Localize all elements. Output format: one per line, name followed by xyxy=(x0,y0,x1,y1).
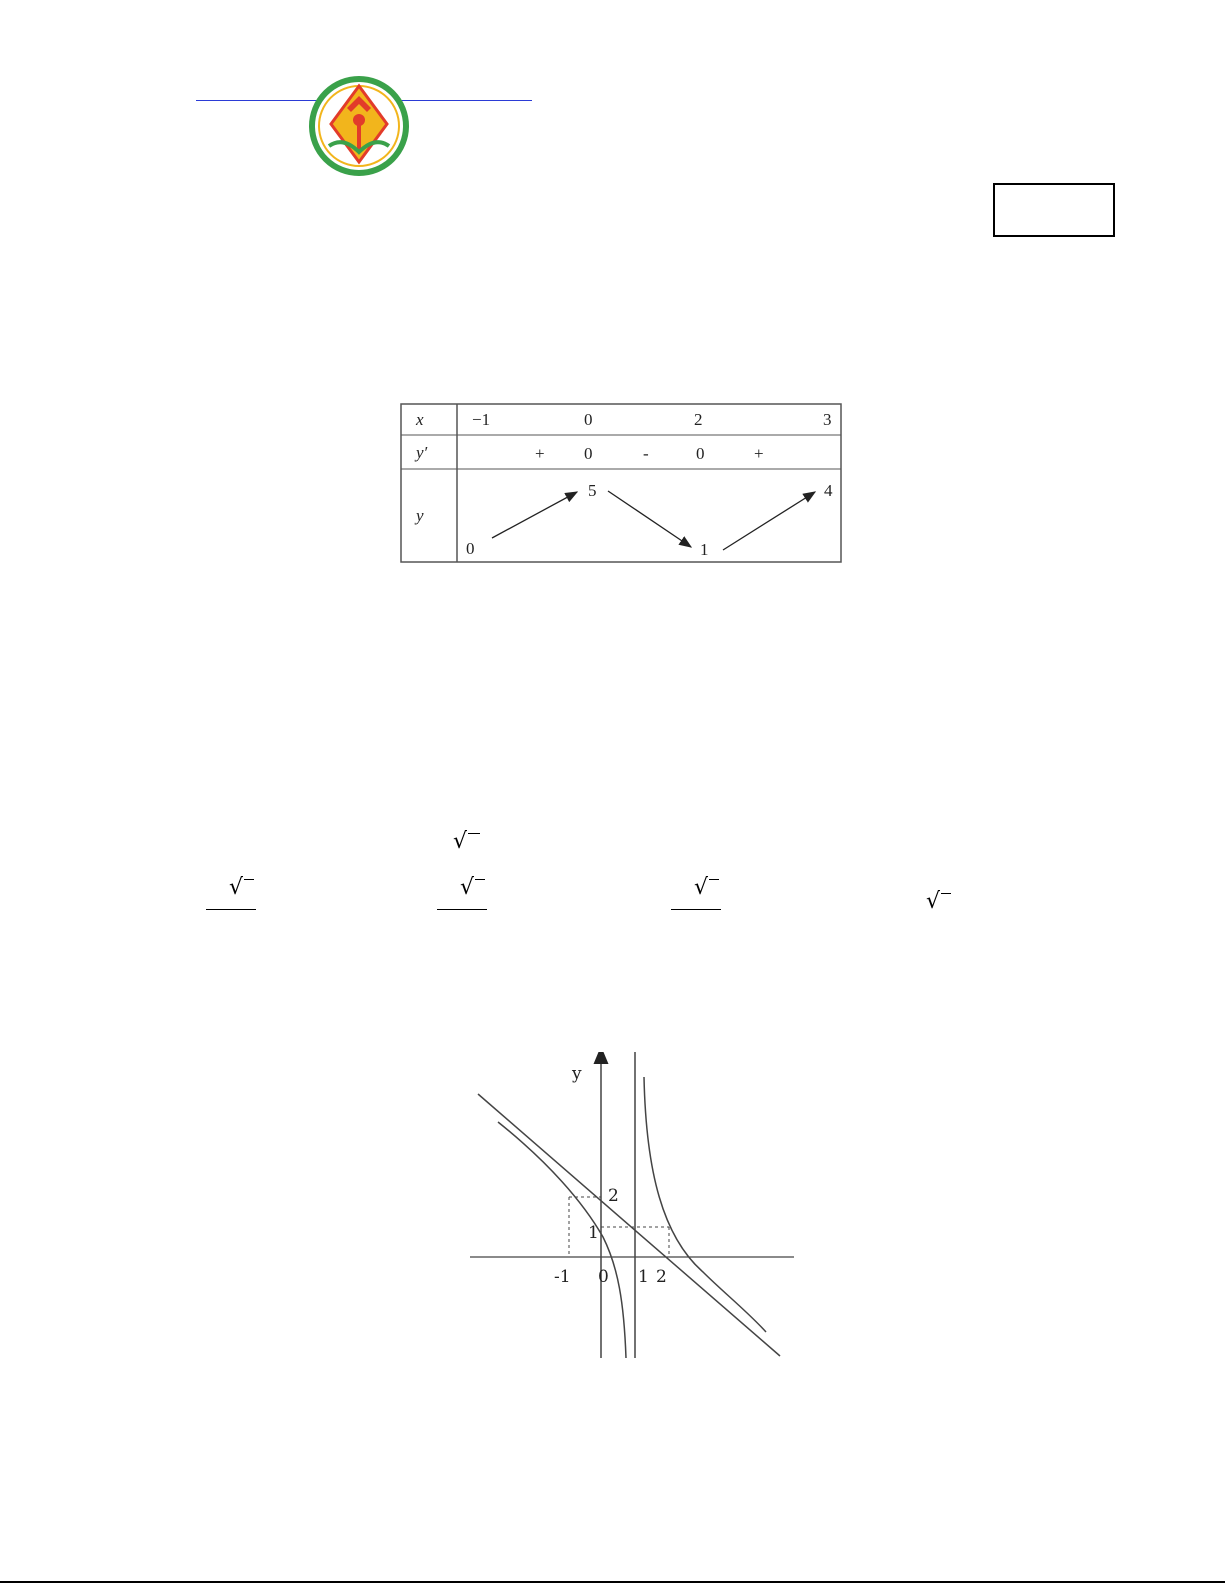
x-value: 3 xyxy=(823,410,832,429)
radical-bar xyxy=(244,879,254,880)
fraction-bar xyxy=(437,909,487,910)
fraction-bar xyxy=(671,909,721,910)
derivative-sign: + xyxy=(754,444,764,463)
x-tick-label: 0 xyxy=(598,1267,609,1287)
x-value: 0 xyxy=(584,410,593,429)
exam-code-box xyxy=(993,183,1115,237)
radical-sign xyxy=(926,891,940,913)
radical-sign xyxy=(453,831,467,853)
row-label-y: y xyxy=(416,506,424,525)
variation-table xyxy=(400,403,842,563)
y-value: 0 xyxy=(466,539,475,558)
x-tick-label: 1 xyxy=(638,1267,649,1287)
increasing-arrow xyxy=(723,492,815,550)
footer-rule xyxy=(0,1581,1225,1583)
curve-left-branch xyxy=(498,1122,626,1358)
row-label-y-prime: y′ xyxy=(416,443,428,462)
derivative-sign: - xyxy=(643,444,649,463)
radical-bar xyxy=(468,833,480,834)
y-value: 4 xyxy=(824,481,833,500)
x-value: −1 xyxy=(472,410,491,429)
school-emblem-icon xyxy=(307,76,411,176)
radical-sign xyxy=(229,877,243,899)
sqrt-icon: √ xyxy=(460,875,475,900)
y-axis-label: y xyxy=(572,1064,582,1084)
x-tick-label: 2 xyxy=(656,1267,667,1287)
radical-bar xyxy=(941,893,951,894)
derivative-sign: + xyxy=(535,444,545,463)
y-value: 5 xyxy=(588,481,597,500)
oblique-asymptote xyxy=(478,1094,780,1356)
x-tick-label: -1 xyxy=(554,1267,571,1287)
x-value: 2 xyxy=(694,410,703,429)
radical-sign xyxy=(460,877,474,899)
y-tick-label: 2 xyxy=(608,1186,619,1206)
sqrt-icon: √ xyxy=(229,875,244,900)
curve-right-branch xyxy=(644,1077,766,1332)
sqrt-icon: √ xyxy=(453,829,468,854)
radical-bar xyxy=(709,879,719,880)
radical-sign xyxy=(694,877,708,899)
row-label-x: x xyxy=(416,410,424,429)
sqrt-icon: √ xyxy=(926,889,941,914)
decreasing-arrow xyxy=(608,491,691,547)
radical-bar xyxy=(475,879,485,880)
derivative-sign: 0 xyxy=(696,444,705,463)
fraction-bar xyxy=(206,909,256,910)
increasing-arrow xyxy=(492,492,577,538)
y-tick-label: 1 xyxy=(588,1223,599,1243)
y-value: 1 xyxy=(700,540,709,559)
function-graph xyxy=(468,1052,796,1358)
derivative-sign: 0 xyxy=(584,444,593,463)
sqrt-icon: √ xyxy=(694,875,709,900)
